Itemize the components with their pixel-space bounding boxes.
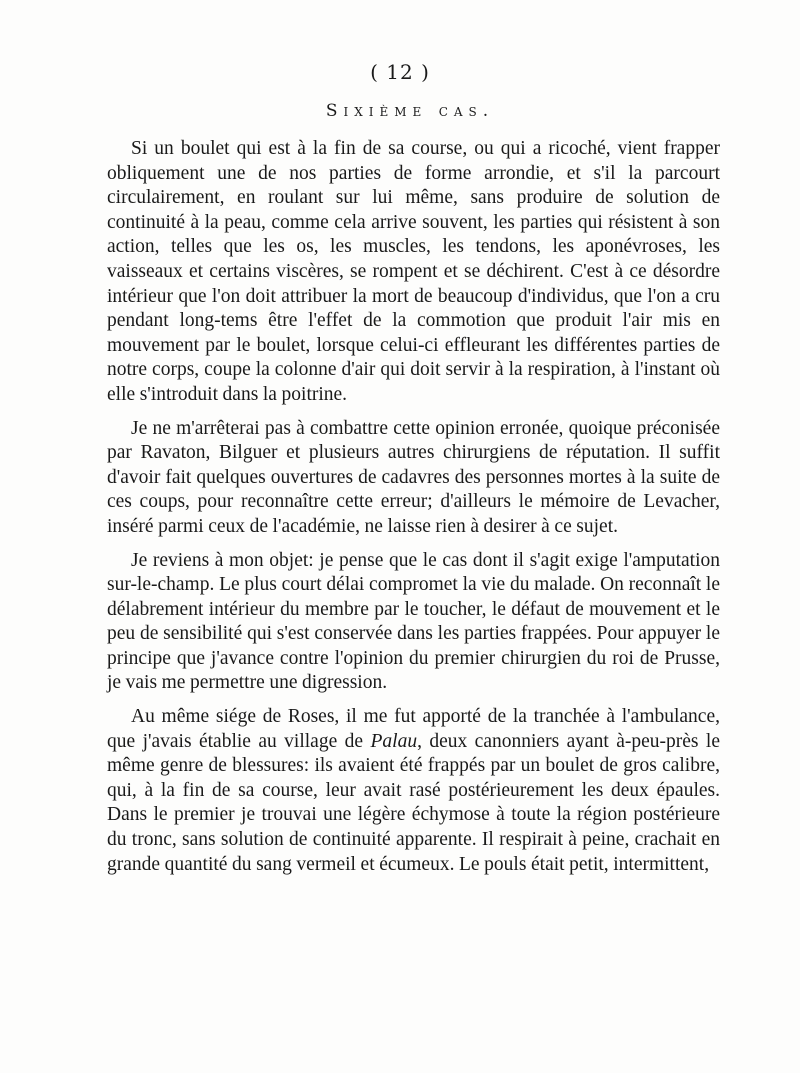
paragraph-4-before: Au même siége de Roses, il me fut apporté de la tranchée à l'ambulance, que j'avais établie au village de	[107, 706, 720, 752]
paragraph-4	[107, 705, 720, 877]
page-number: ( 12 )	[370, 60, 430, 84]
paragraph-2: Je ne m'arrêterai pas à combattre cette opinion erronée, quoique préconisée par Ravaton, Bilguer et plusieurs autres chirurgiens de réputation. Il suffit d'avoir fait quelques ouvertures de cadavres des personnes mortes à la suite de ces coups, pour reconnaître cette erreur; d'ailleurs le mémoire de Levacher, inséré parmi ceux de l'académie, ne laisse rien à desirer à ce sujet.	[107, 417, 720, 537]
place-name-palau: Palau	[370, 730, 418, 752]
paragraph-4-after: , deux canonniers ayant à-peu-près le même genre de blessures: ils avaient été frappés par un boulet de gros calibre, qui, à la fin de sa course, leur avait rasé postérieurement les deux épaules. Dans le premier je trouvai une légère échymose à toute la région postérieure du tronc, sans solution de continuité apparente. Il respirait à peine, crachait en grande quantité du sang vermeil et écumeux. Le pouls était petit, intermittent,	[107, 730, 720, 875]
paragraph-3: Je reviens à mon objet: je pense que le cas dont il s'agit exige l'amputation sur-le-champ. Le plus court délai compromet la vie du malade. On reconnaît le délabrement intérieur du membre par le toucher, le défaut de mouvement et le peu de sensibilité qui s'est conservée dans les parties frappées. Pour appuyer le principe que j'avance contre l'opinion du premier chirurgien du roi de Prusse, je vais me permettre une digression.	[107, 549, 720, 694]
paragraph-1: Si un boulet qui est à la fin de sa course, ou qui a ricoché, vient frapper obliquement une de nos parties de forme arrondie, et s'il la parcourt circulairement, en roulant sur lui même, sans produire de solution de continuité à la peau, comme cela arrive souvent, les parties qui résistent à son action, telles que les os, les muscles, les tendons, les aponévroses, les vaisseaux et certains viscères, se rompent et se déchirent. C'est à ce désordre intérieur que l'on doit attribuer la mort de beaucoup d'individus, que l'on a cru pendant long-tems être l'effet de la commotion que produit l'air mis en mouvement par le boulet, lorsque celui-ci effleurant les différentes parties de notre corps, coupe la colonne d'air qui doit servir à la respiration, à l'instant où elle s'introduit dans la poitrine.	[107, 138, 720, 405]
body-text	[107, 137, 720, 877]
section-title: Sixième cas.	[325, 101, 495, 121]
